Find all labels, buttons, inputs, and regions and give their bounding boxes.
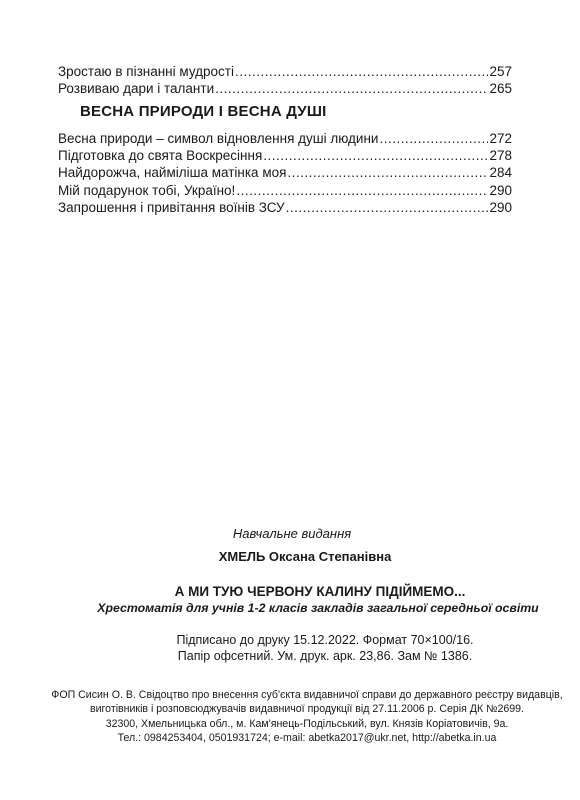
table-of-contents-part-1 [58,63,512,97]
toc-entry [58,130,512,147]
toc-entry [58,63,512,80]
book-title: А МИ ТУЮ ЧЕРВОНУ КАЛИНУ ПІДІЙМЕМО... [174,584,466,599]
publisher-info [17,688,580,745]
print-details-line: Папір офсетний. Ум. друк. арк. 23,86. Зам № 1386. [177,648,473,663]
toc-entry-page: 257 [489,64,512,79]
table-of-contents-part-2 [58,130,512,216]
publisher-line: виготівників і розповсюджувачів видавничої продукції від 27.11.2006 р. Серія ДК №2699. [90,703,524,716]
toc-entry [58,164,512,181]
toc-entry-page: 278 [489,148,512,164]
dot-leader [215,80,488,97]
book-subtitle: Хрестоматія для учнів 1-2 класів закладів загальної середньої освіти [97,601,539,615]
print-details [35,633,580,664]
toc-entry-title: Розвиваю дари і таланти [58,81,215,97]
toc-entry [58,199,512,216]
toc-entry-page: 265 [489,81,512,97]
dot-leader [263,147,488,164]
dot-leader [236,182,488,199]
dot-leader [379,130,488,147]
author-name: ХМЕЛЬ Оксана Степанівна [218,549,392,564]
toc-entry-title: Мій подарунок тобі, Україно! [58,182,236,198]
section-heading: ВЕСНА ПРИРОДИ І ВЕСНА ДУШІ [80,103,327,120]
publication-kind: Навчальне видання [232,526,352,541]
toc-entry [58,80,512,97]
toc-entry [58,182,512,199]
toc-entry-page: 284 [489,165,512,181]
toc-entry [58,147,512,164]
toc-entry-title: Запрошення і привітання воїнів ЗСУ [58,199,285,215]
dot-leader [235,63,489,80]
toc-entry-title: Зростаю в пізнанні мудрості [58,64,234,79]
publisher-line: 32300, Хмельницька обл., м. Кам'янець-Подільський, вул. Князів Коріатовичів, 9а. [105,717,509,730]
toc-entry-page: 290 [489,199,512,215]
dot-leader [286,199,489,216]
print-details-line: Підписано до друку 15.12.2022. Формат 70×100/16. [176,633,474,647]
toc-entry-title: Весна природи – символ відновлення душі людини [58,131,379,146]
toc-entry-page: 272 [489,131,512,146]
publisher-line: Тел.: 0984253404, 0501931724; e-mail: abetka2017@ukr.net, http://abetka.in.ua [117,731,497,744]
toc-entry-title: Найдорожча, найміліша матінка моя [58,165,287,181]
publisher-line: ФОП Сисин О. В. Свідоцтво про внесення суб'єкта видавничої справи до державного реєстру видавців, [51,689,563,701]
dot-leader [287,164,488,181]
toc-entry-title: Підготовка до свята Воскресіння [58,148,263,164]
toc-entry-page: 290 [489,182,512,198]
